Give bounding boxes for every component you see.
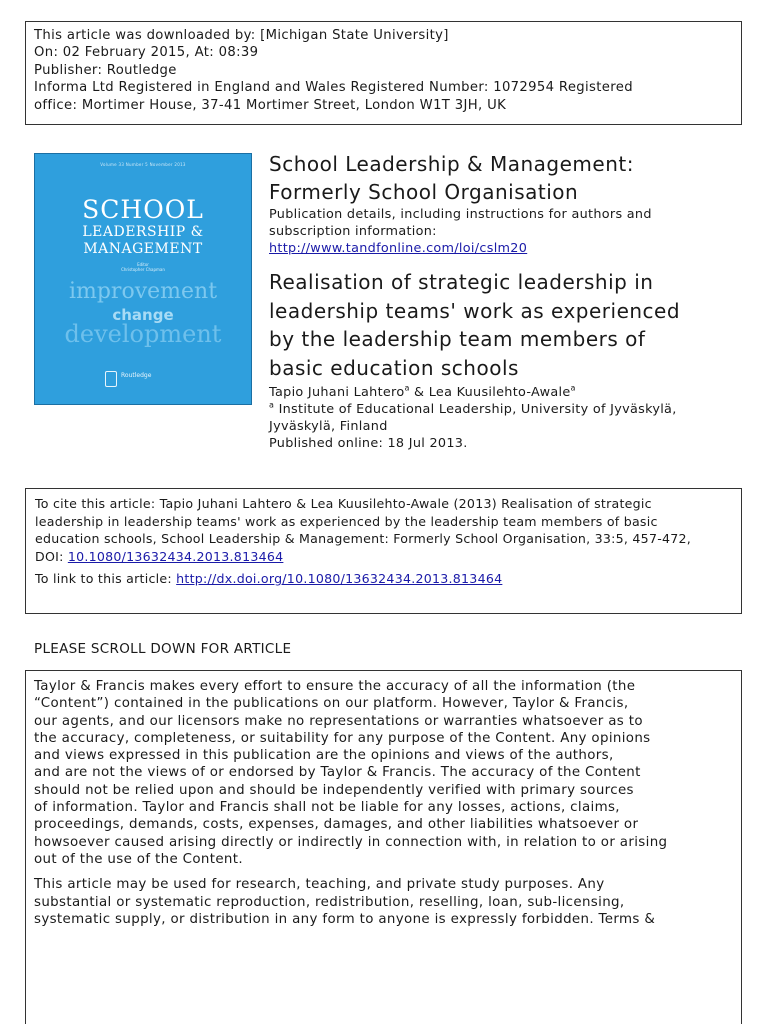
journal-cover-image [34,153,252,405]
affiliation-location: Jyväskylä, Finland [269,419,388,434]
usage-terms-line: This article may be used for research, teaching, and private study purposes. Any [34,877,605,893]
author-name: Lea Kuusilehto-Awale [428,385,571,400]
author-affiliation-marker: a [404,383,410,393]
cover-title-management: MANAGEMENT [83,241,203,257]
usage-terms-paragraph [34,876,733,928]
download-notice-line: This article was downloaded by: [Michigan State University] [34,28,449,43]
disclaimer-line: and views expressed in this publication are the opinions and views of the authors, [34,748,614,764]
office-address-line: office: Mortimer House, 37-41 Mortimer Street, London W1T 3JH, UK [34,97,507,113]
cover-editor-name: Christopher Chapman [121,267,165,272]
disclaimer-paragraph [34,678,733,868]
disclaimer-line: “Content”) contained in the publications on our platform. However, Taylor & Francis, [34,696,629,712]
usage-terms-line: systematic supply, or distribution in any form to anyone is expressly forbidden. Terms & [34,911,656,927]
doi-link[interactable]: 10.1080/13632434.2013.813464 [67,548,284,564]
cover-word-change: change [112,306,174,324]
disclaimer-line: should not be relied upon and should be independently verified with primary sources [34,782,634,798]
article-metadata [269,384,739,452]
article-title-line: Realisation of strategic leadership in [269,270,654,294]
affiliation-text: Institute of Educational Leadership, University of Jyväskylä, [274,402,677,417]
author-separator: & [409,385,429,400]
citation-line: leadership in leadership teams' work as experienced by the leadership team members of basic [35,513,658,529]
doi-line [35,548,732,566]
citation-box [25,488,742,614]
publication-details-line: Publication details, including instructions for authors and [269,207,652,222]
article-link-line [35,570,732,588]
article-title-line: basic education schools [269,355,519,380]
article-title-line: leadership teams' work as experienced [269,298,681,323]
journal-url-link[interactable]: http://www.tandfonline.com/loi/cslm20 [269,241,528,256]
subscription-info-line: subscription information: [269,224,437,239]
doi-label: DOI: [35,548,68,564]
routledge-logo-text: Routledge [121,372,152,379]
authors-line [269,384,739,401]
cover-title-leadership: LEADERSHIP & [82,224,204,240]
affiliation-line [269,401,739,418]
journal-title-line: School Leadership & Management: [269,152,634,176]
journal-subtitle-line: Formerly School Organisation [269,180,579,204]
disclaimer-line: out of the use of the Content. [34,851,243,867]
article-link-label: To link to this article: [35,571,177,587]
cover-title [35,196,251,258]
disclaimer-line: of information. Taylor and Francis shall not be liable for any losses, actions, claims, [34,800,620,816]
journal-title [269,150,634,206]
author-affiliation-marker: a [570,383,576,393]
cover-title-school: SCHOOL [82,195,204,224]
author-name: Tapio Juhani Lahtero [269,385,405,400]
article-title-line: by the leadership team members of [269,327,646,351]
cover-word-development: development [64,320,222,348]
disclaimer-line: howsoever caused arising directly or indirectly in connection with, in relation to or arising [34,834,668,850]
download-notice-box [25,21,742,125]
disclaimer-box [25,670,742,1024]
disclaimer-line: the accuracy, completeness, or suitability for any purpose of the Content. Any opinions [34,730,651,746]
scroll-down-notice: PLEASE SCROLL DOWN FOR ARTICLE [34,641,292,657]
affiliation-marker: a [269,400,275,410]
registration-line: Informa Ltd Registered in England and Wales Registered Number: 1072954 Registered [34,80,633,96]
disclaimer-line: Taylor & Francis makes every effort to ensure the accuracy of all the information (the [34,679,636,694]
download-date-line: On: 02 February 2015, At: 08:39 [34,45,259,61]
cover-issue-line: Volume 33 Number 5 November 2013 [100,162,186,167]
routledge-logo-icon [105,371,117,387]
citation-line: education schools, School Leadership & Management: Formerly School Organisation, 33:5, 457-472, [35,531,692,547]
cover-word-improvement: improvement [68,279,218,304]
publisher-line: Publisher: Routledge [34,62,177,78]
disclaimer-line: our agents, and our licensors make no representations or warranties whatsoever as to [34,713,643,729]
publication-details [269,206,652,257]
published-date: Published online: 18 Jul 2013. [269,436,468,451]
usage-terms-line: substantial or systematic reproduction, redistribution, reselling, loan, sub-licensing, [34,894,625,910]
disclaimer-line: and are not the views of or endorsed by Taylor & Francis. The accuracy of the Content [34,765,641,781]
disclaimer-line: proceedings, demands, costs, expenses, damages, and other liabilities whatsoever or [34,817,639,833]
cover-editor-label: Editor [137,262,149,267]
citation-line: To cite this article: Tapio Juhani Lahtero & Lea Kuusilehto-Awale (2013) Realisation of strategic [35,496,652,511]
cover-editor [35,262,251,272]
routledge-logo [105,369,185,391]
article-title [269,268,739,382]
article-link[interactable]: http://dx.doi.org/10.1080/13632434.2013.813464 [176,571,503,587]
